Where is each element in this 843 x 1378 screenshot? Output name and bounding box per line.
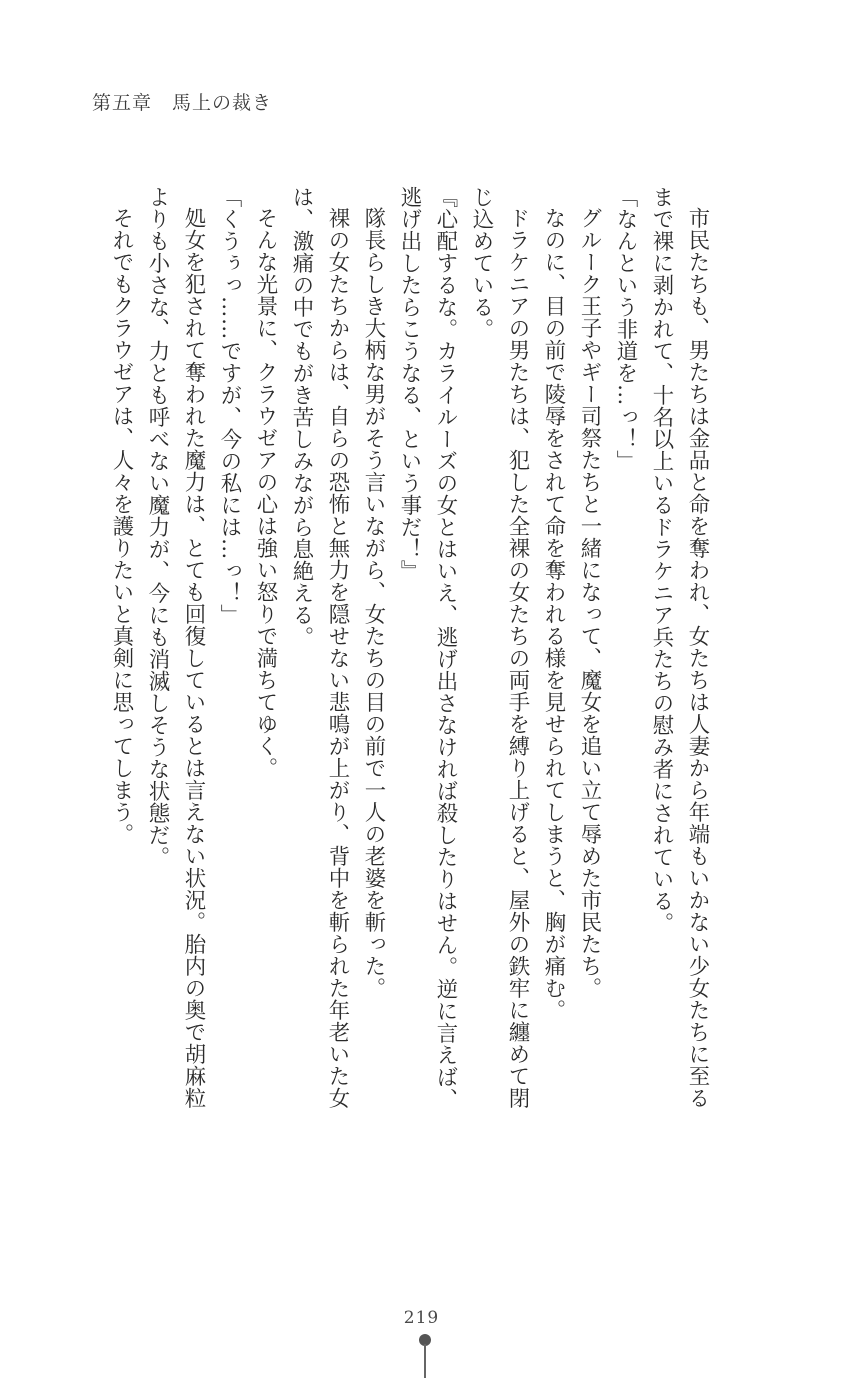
paragraph: それでもクラウゼアは、人々を護りたいと真剣に思ってしまう。 [109,207,134,846]
page-number: 219 [403,1308,440,1328]
paragraph: 処女を犯されて奪われた魔力は、とても回復しているとは言えない状況。胎内の奥で胡麻粒よりも小さな、力とも呼べない魔力が、今にも消滅しそうな状態だ。 [145,186,206,1110]
paragraph: グルーク王子やギー司祭たちと一緒になって、魔女を追い立て辱めた市民たち。 [577,207,602,1000]
paragraph: 『心配するな。カライルーズの女とはいえ、逃げ出さなければ殺したりはせん。逆に言えば、逃げ出したらこうなる、という事だ！』 [397,186,458,1110]
body-text [95,186,715,1126]
paragraph: なのに、目の前で陵辱をされて命を奪われる様を見せられてしまうと、胸が痛む。 [541,207,566,1022]
paragraph: 市民たちも、男たちは金品と命を奪われ、女たちは人妻から年端もいかない少女たちに至るまで裸に剥かれて、十名以上いるドラケニア兵たちの慰み者にされている。 [649,186,710,1110]
running-head: 第五章 馬上の裁き [92,92,273,114]
ornament-stem [424,1344,426,1378]
paragraph: 隊長らしき大柄な男がそう言いながら、女たちの目の前で一人の老婆を斬った。 [361,207,386,1000]
page-number-ornament-icon [419,1334,431,1378]
paragraph: ドラケニアの男たちは、犯した全裸の女たちの両手を縛り上げると、屋外の鉄牢に纏めて閉じ込めている。 [469,186,530,1110]
paragraph: そんな光景に、クラウゼアの心は強い怒りで満ちてゆく。 [253,207,278,780]
paragraph: 裸の女たちからは、自らの恐怖と無力を隠せない悲鳴が上がり、背中を斬られた年老いた女は、激痛の中でもがき苦しみながら息絶える。 [289,186,350,1110]
paragraph: 「なんという非道を…っ！」 [613,186,638,472]
paragraph: 「くうぅっ……ですが、今の私には…っ！」 [217,186,242,626]
